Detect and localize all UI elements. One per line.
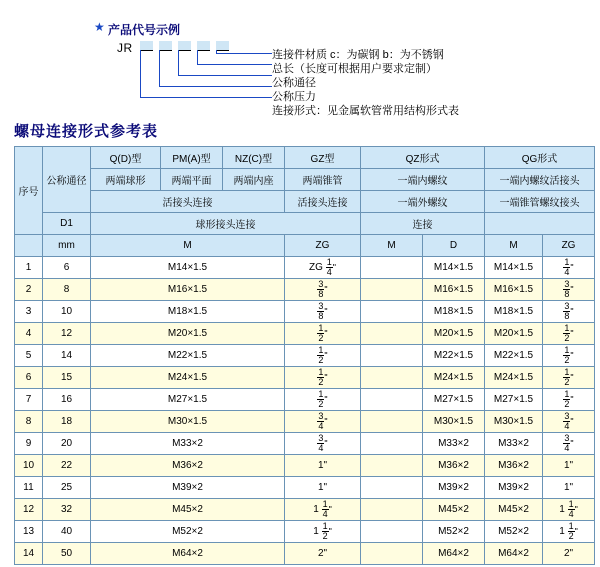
row-qg-zg: $\frac{1}{2}$ " — [543, 345, 595, 367]
row-gz: $\frac{3}{4}$ " — [285, 411, 361, 433]
legend-item-1: 总长（长度可根据用户要求定制） — [272, 63, 437, 75]
header-qg-desc: 一端内螺纹活接头 — [485, 169, 595, 191]
row-gz: 1" — [285, 477, 361, 499]
row-qz-m — [361, 301, 423, 323]
header-group-gz: GZ型 — [285, 147, 361, 169]
leader-lines — [140, 50, 270, 105]
row-q-m: M24×1.5 — [91, 367, 285, 389]
header-group-nz: NZ(C)型 — [223, 147, 285, 169]
legend-title: 产品代号示例 — [108, 23, 181, 37]
row-qz-d: M64×2 — [423, 543, 485, 565]
row-qg-m: M36×2 — [485, 455, 543, 477]
header-qg-connect — [485, 213, 595, 235]
row-qz-d: M36×2 — [423, 455, 485, 477]
table-row — [15, 411, 595, 433]
row-dn: 15 — [43, 367, 91, 389]
table-header-row-1 — [15, 147, 595, 169]
header-union-connect: 活接头连接 — [91, 191, 285, 213]
row-qz-d: M22×1.5 — [423, 345, 485, 367]
row-qz-d: M20×1.5 — [423, 323, 485, 345]
header-qz-connect: 连接 — [361, 213, 485, 235]
table-row — [15, 455, 595, 477]
header-pm-desc: 两端平面 — [161, 169, 223, 191]
header-gz-connect: 活接头连接 — [285, 191, 361, 213]
row-q-m: M30×1.5 — [91, 411, 285, 433]
row-dn: 25 — [43, 477, 91, 499]
row-gz: $\frac{1}{2}$ " — [285, 323, 361, 345]
legend-item-0: 连接件材质 c：为碳钢 b：为不锈钢 — [272, 49, 444, 61]
product-code-legend — [0, 0, 600, 117]
header-unit-qz-m: M — [361, 235, 423, 257]
header-gz-desc: 两端锥管 — [285, 169, 361, 191]
row-q-m: M18×1.5 — [91, 301, 285, 323]
row-gz: 1 $\frac{1}{2}$ " — [285, 521, 361, 543]
header-unit-qg-zg: ZG — [543, 235, 595, 257]
header-group-q: Q(D)型 — [91, 147, 161, 169]
row-qz-m — [361, 543, 423, 565]
row-qz-d: M18×1.5 — [423, 301, 485, 323]
row-qg-zg: $\frac{1}{2}$ " — [543, 367, 595, 389]
header-seq: 序号 — [15, 147, 43, 235]
header-ball-connect: 球形接头连接 — [91, 213, 361, 235]
row-qz-m — [361, 477, 423, 499]
legend-item-2: 公称通径 — [272, 77, 316, 89]
row-dn: 20 — [43, 433, 91, 455]
page-title: 螺母连接形式参考表 — [14, 123, 159, 140]
row-qg-m: M24×1.5 — [485, 367, 543, 389]
row-seq: 2 — [15, 279, 43, 301]
row-seq: 14 — [15, 543, 43, 565]
table-row — [15, 367, 595, 389]
row-qz-m — [361, 323, 423, 345]
header-dn: 公称通径 — [43, 147, 91, 213]
row-qg-m: M20×1.5 — [485, 323, 543, 345]
nut-connection-table — [14, 146, 595, 565]
row-qg-m: M27×1.5 — [485, 389, 543, 411]
row-qg-zg: $\frac{1}{2}$ " — [543, 389, 595, 411]
table-row — [15, 389, 595, 411]
row-qg-m: M30×1.5 — [485, 411, 543, 433]
table-row — [15, 543, 595, 565]
row-qz-d: M33×2 — [423, 433, 485, 455]
table-row — [15, 345, 595, 367]
header-d1: D1 — [43, 213, 91, 235]
table-row — [15, 301, 595, 323]
row-seq: 13 — [15, 521, 43, 543]
row-qg-m: M22×1.5 — [485, 345, 543, 367]
row-dn: 12 — [43, 323, 91, 345]
row-seq: 6 — [15, 367, 43, 389]
row-seq: 1 — [15, 257, 43, 279]
row-qg-zg: 1 $\frac{1}{2}$ " — [543, 521, 595, 543]
row-q-m: M36×2 — [91, 455, 285, 477]
table-header-row-3 — [15, 191, 595, 213]
row-qz-d: M39×2 — [423, 477, 485, 499]
row-q-m: M27×1.5 — [91, 389, 285, 411]
table-header-row-2 — [15, 169, 595, 191]
row-qg-zg: $\frac{3}{8}$ " — [543, 301, 595, 323]
row-gz: ZG $\frac{1}{4}$ " — [285, 257, 361, 279]
row-qg-m: M52×2 — [485, 521, 543, 543]
row-gz: $\frac{3}{4}$ " — [285, 433, 361, 455]
header-group-qg: QG形式 — [485, 147, 595, 169]
row-qg-zg: 1" — [543, 477, 595, 499]
row-qz-d: M14×1.5 — [423, 257, 485, 279]
row-qz-d: M16×1.5 — [423, 279, 485, 301]
row-dn: 18 — [43, 411, 91, 433]
row-qg-zg: $\frac{1}{4}$ " — [543, 257, 595, 279]
header-qg-thread: 一端锥管螺纹接头 — [485, 191, 595, 213]
row-seq: 5 — [15, 345, 43, 367]
row-qg-m: M14×1.5 — [485, 257, 543, 279]
legend-item-3: 公称压力 — [272, 91, 316, 103]
header-qz-desc: 一端内螺纹 — [361, 169, 485, 191]
row-seq: 4 — [15, 323, 43, 345]
table-row — [15, 323, 595, 345]
header-group-pm: PM(A)型 — [161, 147, 223, 169]
header-group-qz: QZ形式 — [361, 147, 485, 169]
row-qz-m — [361, 389, 423, 411]
row-gz: $\frac{1}{2}$ " — [285, 389, 361, 411]
header-q-desc: 两端球形 — [91, 169, 161, 191]
row-qz-m — [361, 279, 423, 301]
row-qg-zg: $\frac{1}{2}$ " — [543, 323, 595, 345]
star-icon: ★ — [94, 20, 105, 34]
row-qz-d: M52×2 — [423, 521, 485, 543]
table-header-row-units — [15, 235, 595, 257]
row-q-m: M45×2 — [91, 499, 285, 521]
row-gz: 1" — [285, 455, 361, 477]
row-qg-m: M45×2 — [485, 499, 543, 521]
row-seq: 10 — [15, 455, 43, 477]
row-dn: 14 — [43, 345, 91, 367]
row-qg-m: M64×2 — [485, 543, 543, 565]
row-qz-d: M45×2 — [423, 499, 485, 521]
header-unit-blank — [15, 235, 43, 257]
row-qz-m — [361, 521, 423, 543]
row-q-m: M39×2 — [91, 477, 285, 499]
row-qg-m: M39×2 — [485, 477, 543, 499]
header-unit-mm: mm — [43, 235, 91, 257]
row-seq: 11 — [15, 477, 43, 499]
row-qz-m — [361, 411, 423, 433]
row-qg-zg: $\frac{3}{4}$ " — [543, 411, 595, 433]
row-dn: 6 — [43, 257, 91, 279]
header-unit-qg-m: M — [485, 235, 543, 257]
row-qg-zg: 2" — [543, 543, 595, 565]
row-qg-zg: $\frac{3}{8}$ " — [543, 279, 595, 301]
row-qg-zg: 1" — [543, 455, 595, 477]
row-gz: $\frac{1}{2}$ " — [285, 367, 361, 389]
legend-item-4: 连接形式：见金属软管常用结构形式表 — [272, 105, 459, 117]
row-q-m: M52×2 — [91, 521, 285, 543]
row-gz: 2" — [285, 543, 361, 565]
row-q-m: M16×1.5 — [91, 279, 285, 301]
table-row — [15, 257, 595, 279]
row-qg-m: M16×1.5 — [485, 279, 543, 301]
row-dn: 8 — [43, 279, 91, 301]
row-gz: 1 $\frac{1}{4}$ " — [285, 499, 361, 521]
table-row — [15, 477, 595, 499]
table-body — [15, 257, 595, 565]
row-gz: $\frac{1}{2}$ " — [285, 345, 361, 367]
header-unit-qz-d: D — [423, 235, 485, 257]
row-q-m: M64×2 — [91, 543, 285, 565]
product-code-prefix: JR — [117, 41, 133, 55]
row-qg-zg: 1 $\frac{1}{4}$ " — [543, 499, 595, 521]
row-q-m: M22×1.5 — [91, 345, 285, 367]
row-seq: 9 — [15, 433, 43, 455]
row-qz-d: M30×1.5 — [423, 411, 485, 433]
row-qz-m — [361, 257, 423, 279]
header-qz-thread: 一端外螺纹 — [361, 191, 485, 213]
row-qz-m — [361, 367, 423, 389]
row-dn: 16 — [43, 389, 91, 411]
row-dn: 50 — [43, 543, 91, 565]
row-q-m: M14×1.5 — [91, 257, 285, 279]
row-dn: 22 — [43, 455, 91, 477]
row-seq: 8 — [15, 411, 43, 433]
row-qg-m: M33×2 — [485, 433, 543, 455]
row-seq: 7 — [15, 389, 43, 411]
row-q-m: M33×2 — [91, 433, 285, 455]
row-qg-zg: $\frac{3}{4}$ " — [543, 433, 595, 455]
header-unit-m: M — [91, 235, 285, 257]
row-gz: $\frac{3}{8}$ " — [285, 301, 361, 323]
row-qz-m — [361, 345, 423, 367]
row-dn: 40 — [43, 521, 91, 543]
row-seq: 3 — [15, 301, 43, 323]
table-row — [15, 279, 595, 301]
legend-item-list — [272, 49, 459, 119]
row-qz-m — [361, 433, 423, 455]
table-row — [15, 521, 595, 543]
row-qz-m — [361, 455, 423, 477]
header-nz-desc: 两端内座 — [223, 169, 285, 191]
row-qz-d: M24×1.5 — [423, 367, 485, 389]
row-q-m: M20×1.5 — [91, 323, 285, 345]
row-gz: $\frac{3}{8}$ " — [285, 279, 361, 301]
table-header-row-4 — [15, 213, 595, 235]
row-qz-m — [361, 499, 423, 521]
table-row — [15, 433, 595, 455]
row-seq: 12 — [15, 499, 43, 521]
row-dn: 10 — [43, 301, 91, 323]
row-qz-d: M27×1.5 — [423, 389, 485, 411]
row-qg-m: M18×1.5 — [485, 301, 543, 323]
table-row — [15, 499, 595, 521]
header-unit-zg: ZG — [285, 235, 361, 257]
row-dn: 32 — [43, 499, 91, 521]
